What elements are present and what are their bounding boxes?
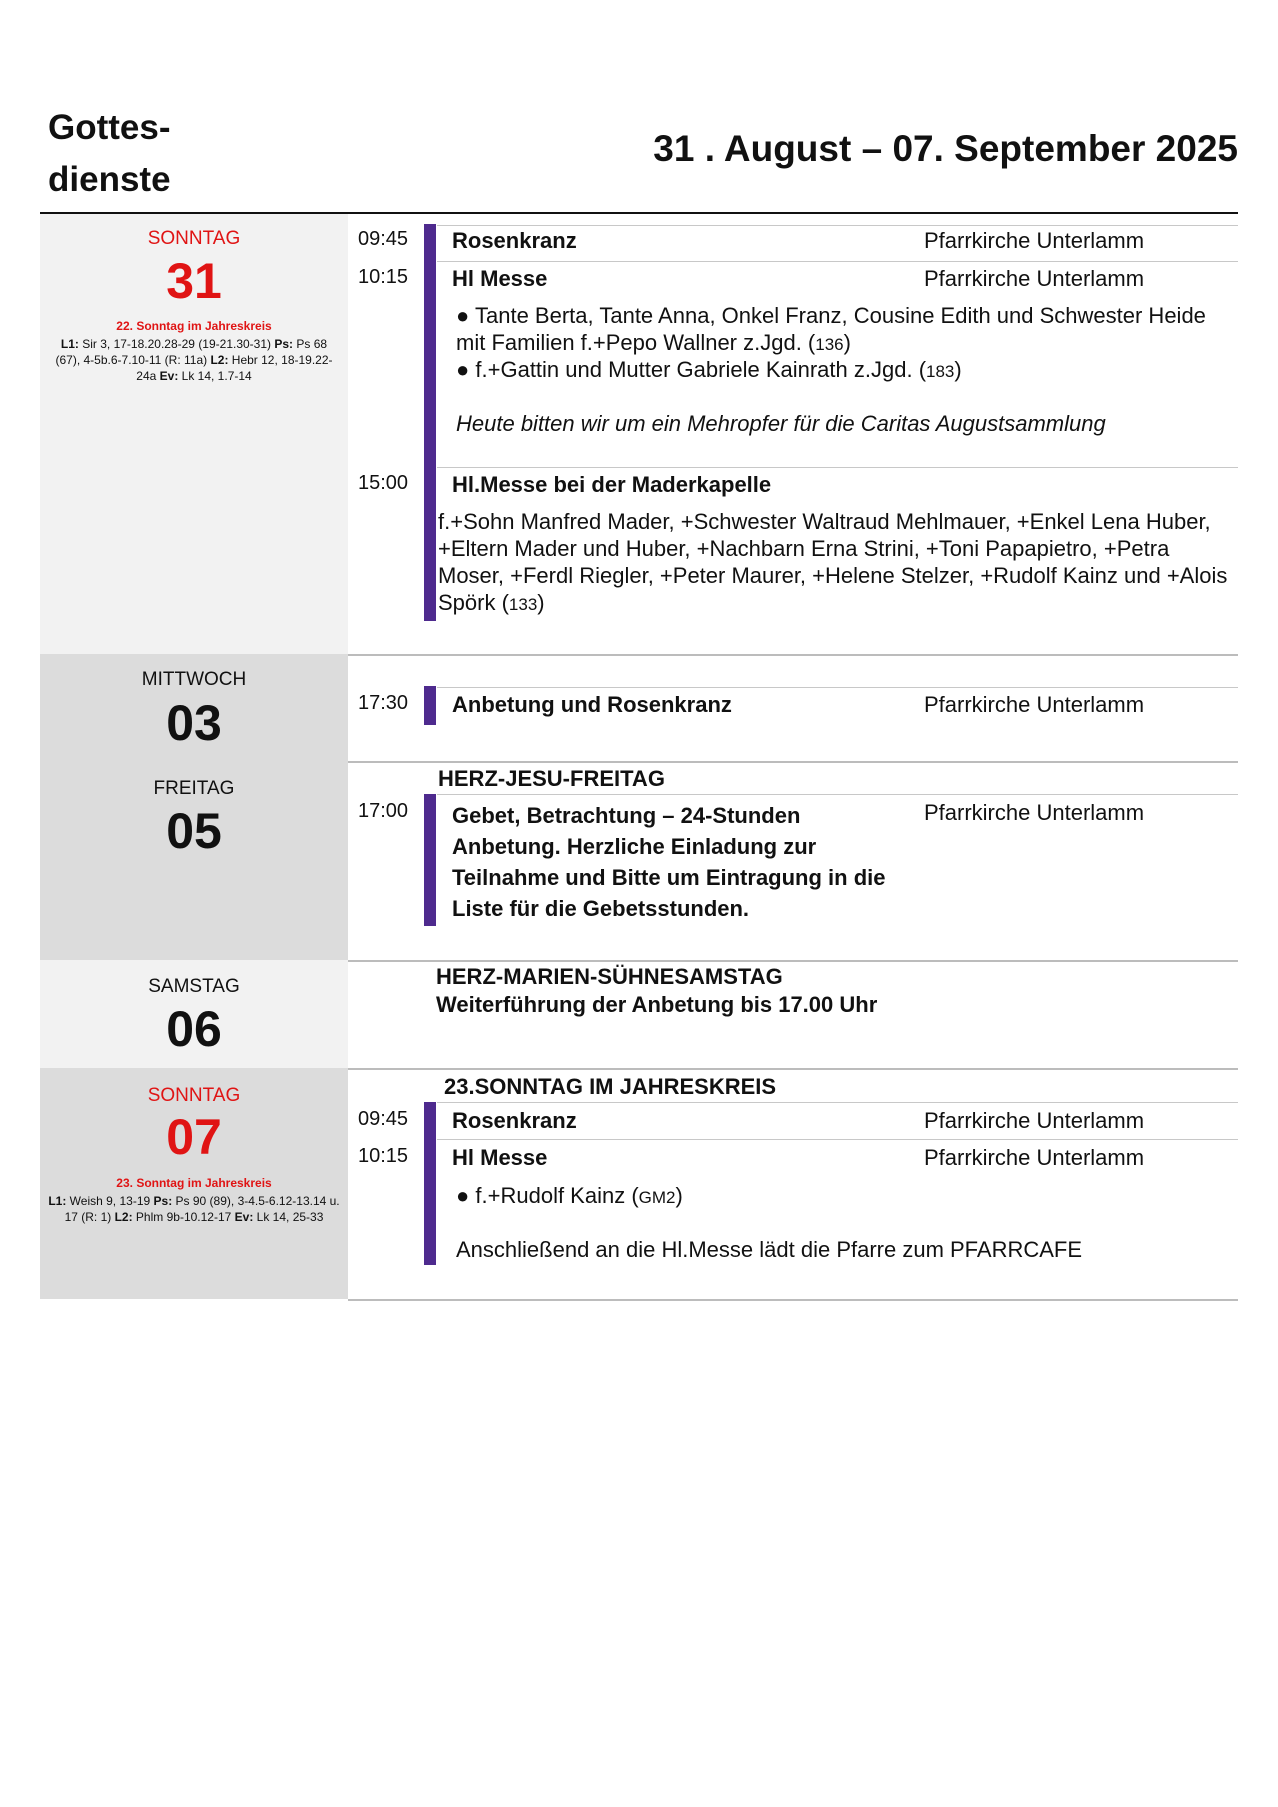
event-time: 10:15 xyxy=(358,266,409,288)
event-location: Pfarrkirche Unterlamm xyxy=(924,228,1145,253)
mass-intention: ● f.+Rudolf Kainz (GM2) xyxy=(456,1183,683,1208)
event-bar xyxy=(424,686,436,725)
row-divider xyxy=(437,1139,1238,1140)
row-divider xyxy=(437,467,1238,468)
mass-intention: ● Tante Berta, Tante Anna, Onkel Franz, Cousine Edith und Schwester Heide mit Familien f.+Pepo Wallner z.Jgd. (136) xyxy=(456,303,1206,355)
event-bar xyxy=(424,1102,436,1265)
weekday-label: SAMSTAG xyxy=(148,976,240,997)
event-bar xyxy=(424,794,436,926)
section-heading: HERZ-JESU-FREITAG xyxy=(438,766,665,791)
liturgical-occasion: 23. Sonntag im Jahreskreis xyxy=(116,1176,272,1190)
day-number: 31 xyxy=(166,253,222,309)
day-panel-sunday-07 xyxy=(40,1068,348,1299)
page-title-line1: Gottes- xyxy=(48,108,171,147)
day-divider xyxy=(348,654,1238,656)
day-number: 07 xyxy=(166,1109,222,1165)
weekday-label: FREITAG xyxy=(153,778,235,799)
day-divider xyxy=(348,1068,1238,1070)
row-divider xyxy=(437,261,1238,262)
event-time: 09:45 xyxy=(358,1108,409,1130)
weekday-label: SONNTAG xyxy=(147,228,241,249)
day-number: 06 xyxy=(166,1001,222,1057)
event-location: Pfarrkirche Unterlamm xyxy=(924,266,1145,291)
row-divider xyxy=(437,794,1238,795)
page-title xyxy=(48,102,171,206)
event-note: Anschließend an die Hl.Messe lädt die Pfarre zum PFARRCAFE xyxy=(456,1237,1083,1262)
section-subtitle: Weiterführung der Anbetung bis 17.00 Uhr xyxy=(436,992,878,1017)
weekday-label: SONNTAG xyxy=(147,1085,241,1106)
scripture-readings: L1: Weish 9, 13-19 Ps: Ps 90 (89), 3-4.5-6.12-13.14 u. 17 (R: 1) L2: Phlm 9b-10.12-17 Ev: Lk 14, 25-33 xyxy=(48,1194,340,1224)
event-time: 17:30 xyxy=(358,692,409,714)
section-heading: 23.SONNTAG IM JAHRESKREIS xyxy=(444,1074,777,1099)
event-time: 09:45 xyxy=(358,228,409,250)
collection-note: Heute bitten wir um ein Mehropfer für die Caritas Augustsammlung xyxy=(456,411,1106,436)
event-time: 10:15 xyxy=(358,1145,409,1167)
event-location: Pfarrkirche Unterlamm xyxy=(924,800,1145,825)
event-title: Hl Messe xyxy=(452,1145,548,1170)
weekday-label: MITTWOCH xyxy=(141,669,247,690)
day-panel-saturday-06 xyxy=(40,960,348,1068)
event-location: Pfarrkirche Unterlamm xyxy=(924,1145,1145,1170)
day-divider xyxy=(348,960,1238,962)
date-range: 31 . August – 07. September 2025 xyxy=(653,128,1238,169)
row-divider xyxy=(348,761,1238,763)
day-number: 05 xyxy=(166,803,222,859)
event-title: Hl.Messe bei der Maderkapelle xyxy=(452,472,772,497)
day-panel-sunday-31 xyxy=(40,214,348,654)
event-location: Pfarrkirche Unterlamm xyxy=(924,692,1145,717)
event-title: Anbetung und Rosenkranz xyxy=(452,692,732,717)
liturgical-occasion: 22. Sonntag im Jahreskreis xyxy=(116,319,272,333)
mass-intention: ● f.+Gattin und Mutter Gabriele Kainrath z.Jgd. (183) xyxy=(456,357,962,382)
event-time: 15:00 xyxy=(358,472,409,494)
event-title: Gebet, Betrachtung – 24-Stunden Anbetung. Herzliche Einladung zur Teilnahme und Bitte um Eintragung in die Liste für die Gebetsstunden. xyxy=(452,803,886,921)
row-divider xyxy=(437,687,1238,688)
mass-intention: f.+Sohn Manfred Mader, +Schwester Waltraud Mehlmauer, +Enkel Lena Huber, +Eltern Mader und Huber, +Nachbarn Erna Strini, +Toni Papapietro, +Petra Moser, +Ferdl Riegler, +Peter Maurer, +Helene Stelzer, +Rudolf Kainz und +Alois Spörk (133) xyxy=(438,509,1228,615)
row-divider xyxy=(437,1102,1238,1103)
event-title: Rosenkranz xyxy=(452,1108,577,1133)
row-divider xyxy=(437,225,1238,226)
event-title: Rosenkranz xyxy=(452,228,577,253)
event-title: Hl Messe xyxy=(452,266,548,291)
page-title-line2: dienste xyxy=(48,160,171,199)
day-panel-wednesday-friday xyxy=(40,654,348,960)
table-bottom-divider xyxy=(348,1299,1238,1301)
section-heading: HERZ-MARIEN-SÜHNESAMSTAG xyxy=(436,964,783,989)
scripture-readings: L1: Sir 3, 17-18.20.28-29 (19-21.30-31) Ps: Ps 68 (67), 4-5b.6-7.10-11 (R: 11a) L2: Hebr 12, 18-19.22-24a Ev: Lk 14, 1.7-14 xyxy=(55,337,333,383)
day-number: 03 xyxy=(166,695,222,751)
event-time: 17:00 xyxy=(358,800,409,822)
event-bar xyxy=(424,224,436,621)
event-location: Pfarrkirche Unterlamm xyxy=(924,1108,1145,1133)
